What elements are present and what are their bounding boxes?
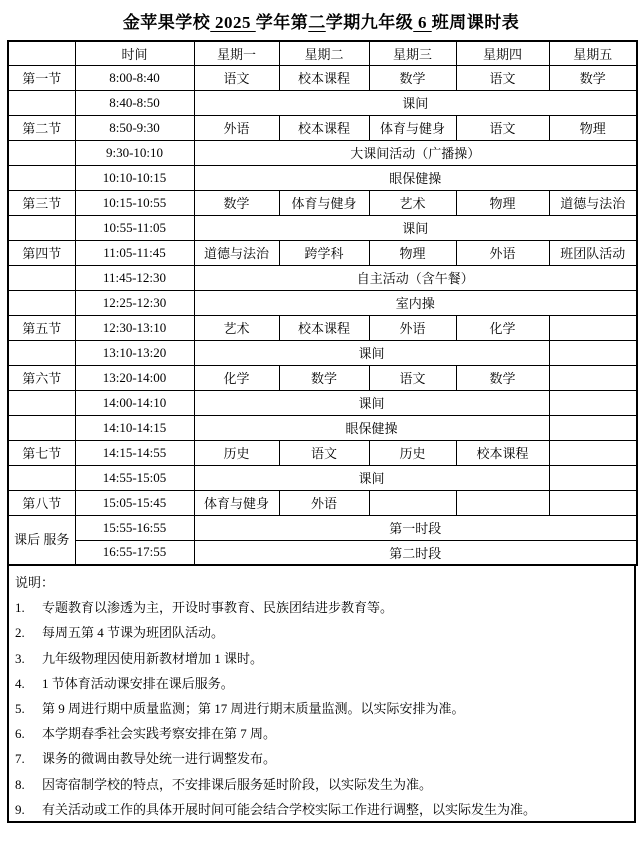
subject-cell: 体育与健身 (279, 190, 369, 215)
note-number: 8. (15, 776, 25, 792)
note-number: 9. (15, 801, 25, 817)
subject-cell (369, 490, 456, 515)
note-number: 3. (15, 650, 25, 666)
column-header-time: 时间 (75, 41, 194, 65)
time-cell: 8:50-9:30 (75, 115, 194, 140)
subject-cell (549, 340, 637, 365)
note-text: 因寄宿制学校的特点，不安排课后服务延时阶段，以实际发生为准。 (42, 776, 433, 792)
time-cell: 9:30-10:10 (75, 140, 194, 165)
table-row-period-6 (8, 365, 637, 390)
time-cell: 15:05-15:45 (75, 490, 194, 515)
activity-cell: 自主活动（含午餐） (194, 265, 637, 290)
table-row-break (8, 140, 637, 165)
subject-cell: 历史 (369, 440, 456, 465)
title-after-year: 学年第 (255, 13, 309, 32)
table-row-period-3 (8, 190, 637, 215)
time-cell: 11:05-11:45 (75, 240, 194, 265)
subject-cell: 化学 (194, 365, 279, 390)
time-cell: 14:10-14:15 (75, 415, 194, 440)
note-text: 专题教育以渗透为主，开设时事教育、民族团结进步教育等。 (42, 600, 394, 616)
subject-cell (549, 490, 637, 515)
time-cell: 8:40-8:50 (75, 90, 194, 115)
title-term-underlined: 二 (308, 13, 326, 32)
notes-heading: 说明： (15, 575, 55, 590)
table-row-afterschool-2 (8, 540, 637, 565)
activity-cell: 课间 (194, 340, 549, 365)
activity-cell: 眼保健操 (194, 415, 549, 440)
column-header-friday: 星期五 (549, 41, 637, 65)
subject-cell: 外语 (369, 315, 456, 340)
note-item (15, 671, 630, 696)
subject-cell: 道德与法治 (549, 190, 637, 215)
subject-cell: 数学 (456, 365, 549, 390)
activity-cell: 课间 (194, 390, 549, 415)
time-cell: 12:30-13:10 (75, 315, 194, 340)
subject-cell: 外语 (194, 115, 279, 140)
period-cell (8, 465, 75, 490)
subject-cell: 校本课程 (279, 65, 369, 90)
note-item (15, 595, 630, 620)
subject-cell: 体育与健身 (194, 490, 279, 515)
time-cell: 12:25-12:30 (75, 290, 194, 315)
table-row-period-1 (8, 65, 637, 90)
table-row-break (8, 340, 637, 365)
note-number: 5. (15, 701, 25, 717)
note-item (15, 797, 630, 822)
subject-cell (549, 365, 637, 390)
period-cell (8, 340, 75, 365)
subject-cell: 外语 (279, 490, 369, 515)
subject-cell: 体育与健身 (369, 115, 456, 140)
schedule-table (7, 40, 638, 566)
note-text: 每周五第 4 节课为班团队活动。 (42, 625, 225, 641)
note-item (15, 696, 630, 721)
time-cell: 14:55-15:05 (75, 465, 194, 490)
activity-cell: 课间 (194, 215, 637, 240)
column-header-monday: 星期一 (194, 41, 279, 65)
note-item (15, 746, 630, 771)
table-row-period-7 (8, 440, 637, 465)
table-row-period-4 (8, 240, 637, 265)
table-row-period-8 (8, 490, 637, 515)
title-year-underlined: 2025 (210, 13, 256, 32)
corner-cell (8, 41, 75, 65)
note-item (15, 646, 630, 671)
subject-cell: 艺术 (194, 315, 279, 340)
period-cell: 第八节 (8, 490, 75, 515)
subject-cell: 数学 (369, 65, 456, 90)
subject-cell: 外语 (456, 240, 549, 265)
activity-cell: 课间 (194, 465, 549, 490)
subject-cell: 化学 (456, 315, 549, 340)
subject-cell (549, 315, 637, 340)
subject-cell (549, 415, 637, 440)
subject-cell: 语文 (279, 440, 369, 465)
period-cell (8, 415, 75, 440)
subject-cell: 艺术 (369, 190, 456, 215)
note-text: 九年级物理因使用新教材增加 1 课时。 (42, 650, 264, 666)
activity-cell: 第一时段 (194, 515, 637, 540)
table-row-break (8, 165, 637, 190)
note-text: 课务的微调由教导处统一进行调整发布。 (42, 751, 277, 767)
time-cell: 14:15-14:55 (75, 440, 194, 465)
subject-cell: 校本课程 (279, 315, 369, 340)
activity-cell: 第二时段 (194, 540, 637, 565)
note-number: 2. (15, 625, 25, 641)
time-cell: 8:00-8:40 (75, 65, 194, 90)
subject-cell: 校本课程 (456, 440, 549, 465)
header-row (8, 41, 637, 65)
time-cell: 10:10-10:15 (75, 165, 194, 190)
period-cell: 第六节 (8, 365, 75, 390)
note-number: 1. (15, 600, 25, 616)
time-cell: 10:15-10:55 (75, 190, 194, 215)
subject-cell: 数学 (549, 65, 637, 90)
subject-cell: 班团队活动 (549, 240, 637, 265)
subject-cell: 物理 (549, 115, 637, 140)
note-item (15, 620, 630, 645)
subject-cell (549, 440, 637, 465)
subject-cell: 语文 (369, 365, 456, 390)
period-cell: 第五节 (8, 315, 75, 340)
table-row-break (8, 265, 637, 290)
subject-cell: 校本课程 (279, 115, 369, 140)
time-cell: 11:45-12:30 (75, 265, 194, 290)
subject-cell: 历史 (194, 440, 279, 465)
note-text: 有关活动或工作的具体开展时间可能会结合学校实际工作进行调整，以实际发生为准。 (42, 801, 537, 817)
note-item (15, 721, 630, 746)
note-text: 第 9 周进行期中质量监测；第 17 周进行期末质量监测。以实际安排为准。 (42, 701, 465, 717)
note-number: 6. (15, 726, 25, 742)
note-number: 7. (15, 751, 25, 767)
subject-cell: 语文 (194, 65, 279, 90)
title-after-class: 班周课时表 (431, 13, 520, 32)
period-cell: 第二节 (8, 115, 75, 140)
table-row-period-2 (8, 115, 637, 140)
column-header-wednesday: 星期三 (369, 41, 456, 65)
subject-cell (549, 465, 637, 490)
subject-cell: 语文 (456, 115, 549, 140)
activity-cell: 课间 (194, 90, 637, 115)
time-cell: 16:55-17:55 (75, 540, 194, 565)
table-row-period-5 (8, 315, 637, 340)
title-after-term: 学期九年级 (325, 13, 414, 32)
subject-cell: 物理 (369, 240, 456, 265)
note-text: 本学期春季社会实践考察安排在第 7 周。 (42, 726, 277, 742)
note-item (15, 772, 630, 797)
column-header-tuesday: 星期二 (279, 41, 369, 65)
period-cell: 第一节 (8, 65, 75, 90)
note-text: 1 节体育活动课安排在课后服务。 (42, 675, 234, 691)
period-cell (8, 265, 75, 290)
time-cell: 13:20-14:00 (75, 365, 194, 390)
subject-cell: 数学 (279, 365, 369, 390)
table-row-afterschool-1 (8, 515, 637, 540)
time-cell: 15:55-16:55 (75, 515, 194, 540)
subject-cell (456, 490, 549, 515)
period-cell (8, 140, 75, 165)
period-cell: 第七节 (8, 440, 75, 465)
subject-cell: 物理 (456, 190, 549, 215)
time-cell: 13:10-13:20 (75, 340, 194, 365)
subject-cell: 数学 (194, 190, 279, 215)
subject-cell: 道德与法治 (194, 240, 279, 265)
period-cell (8, 165, 75, 190)
note-number: 4. (15, 675, 25, 691)
period-cell-afterschool: 课后 服务 (8, 515, 75, 565)
subject-cell (549, 390, 637, 415)
table-row-break (8, 90, 637, 115)
table-row-break (8, 215, 637, 240)
period-cell: 第四节 (8, 240, 75, 265)
period-cell (8, 390, 75, 415)
activity-cell: 眼保健操 (194, 165, 637, 190)
column-header-thursday: 星期四 (456, 41, 549, 65)
period-cell (8, 290, 75, 315)
table-row-break (8, 290, 637, 315)
table-row-break (8, 415, 637, 440)
title-class-underlined: 6 (413, 13, 432, 32)
subject-cell: 语文 (456, 65, 549, 90)
title-school: 金苹果学校 (122, 13, 211, 32)
activity-cell: 大课间活动（广播操） (194, 140, 637, 165)
table-row-break (8, 465, 637, 490)
notes-section (7, 566, 636, 823)
subject-cell: 跨学科 (279, 240, 369, 265)
time-cell: 10:55-11:05 (75, 215, 194, 240)
period-cell (8, 215, 75, 240)
period-cell (8, 90, 75, 115)
page-title (0, 0, 642, 40)
time-cell: 14:00-14:10 (75, 390, 194, 415)
activity-cell: 室内操 (194, 290, 637, 315)
period-cell: 第三节 (8, 190, 75, 215)
table-row-break (8, 390, 637, 415)
